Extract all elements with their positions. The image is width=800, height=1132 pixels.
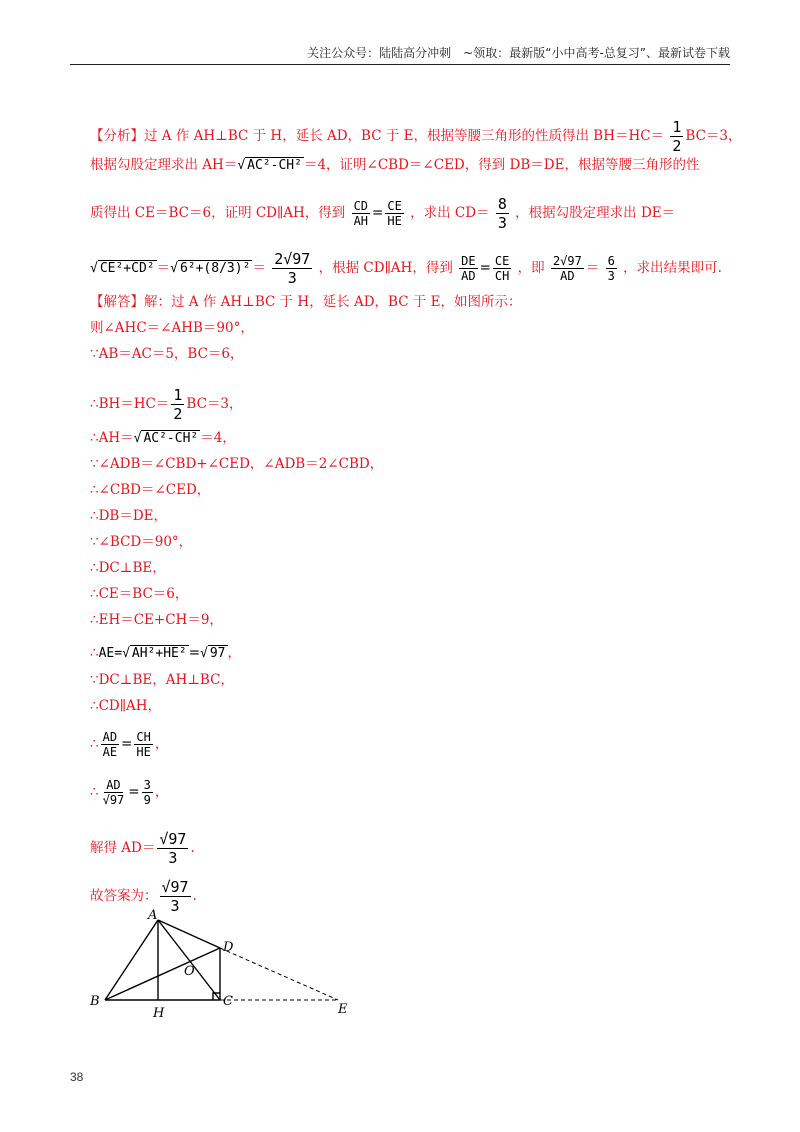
fraction-2sqrt97-3: $\frac{2√97}{3}$ — [274, 250, 311, 287]
fraction-sqrt97-3-answer: $\frac{√97}{3}$ — [161, 878, 189, 915]
fraction-6-3: $\frac{6}{3}$ — [607, 254, 615, 283]
solution-line-9: ∴DC⊥BE， — [90, 560, 166, 576]
segment-de-dashed — [220, 948, 338, 1000]
solution-line-0: 【解答】解：过 A 作 AH⊥BC 于 H，延长 AD，BC 于 E，如图所示： — [90, 294, 522, 310]
fraction-ce-he: $\frac{CE}{HE}$ — [387, 199, 402, 228]
solution-line-2: ∵AB＝AC＝5，BC＝6， — [90, 346, 244, 362]
header-rule — [70, 64, 730, 65]
segment-ad — [158, 920, 220, 948]
solution-line-15: ∴ $\frac{AD}{AE}$ = $\frac{CH}{HE}$ ， — [90, 730, 169, 759]
solution-line-13: ∵DC⊥BE，AH⊥BC， — [90, 672, 234, 688]
page-number: 38 — [70, 1070, 84, 1084]
solution-line-18: 故答案为： $\frac{√97}{3}$ . — [90, 878, 197, 915]
solution-line-10: ∴CE＝BC＝6， — [90, 586, 189, 602]
label-o: O — [184, 964, 195, 979]
solution-line-8: ∵∠BCD＝90°， — [90, 534, 193, 550]
solution-line-3: ∴BH＝HC＝ $\frac{1}{2}$ BC＝3， — [90, 386, 243, 423]
sqrt-6-8-3: √ 6²+(8/3)² — [170, 261, 251, 276]
label-b: B — [90, 994, 100, 1009]
solution-line-4: ∴AH＝√ AC²-CH² ＝4， — [90, 430, 236, 446]
page-header: 关注公众号：陆陆高分冲刺 ~领取：最新版“小中高考-总复习”、最新试卷下载 — [307, 46, 730, 60]
solution-line-14: ∴CD∥AH， — [90, 698, 162, 714]
analysis-line-4: √ CE²+CD² ＝√ 6²+(8/3)² ＝ $\frac{2√97}{3}$ ，根据 CD∥AH，得到 $\frac{DE}{AD}$ = $\frac{CE}{CH}$ ，即 $\frac{2√97}{AD}$ ＝ $\frac{6}{3}$ ，求出结果即可. — [90, 250, 722, 287]
solution-line-1: 则∠AHC＝∠AHB＝90°， — [90, 320, 254, 336]
fraction-ch-he: $\frac{CH}{HE}$ — [136, 730, 151, 759]
analysis-line-1: 【分析】过 A 作 AH⊥BC 于 H，延长 AD，BC 于 E，根据等腰三角形的性质得出 BH＝HC＝ $\frac{1}{2}$ BC＝3， — [90, 118, 742, 155]
analysis-label: 【分析】 — [90, 128, 144, 144]
fraction-compound: $\frac{2√97}{AD}$ — [552, 254, 582, 283]
sqrt-97: √ 97 — [200, 646, 226, 661]
label-e: E — [338, 1002, 348, 1017]
fraction-de-ad: $\frac{DE}{AD}$ — [461, 254, 476, 283]
analysis-line-2: 根据勾股定理求出 AH＝√ AC²-CH² ＝4，证明∠CBD＝∠CED，得到 DB＝DE，根据等腰三角形的性 — [90, 157, 700, 173]
solution-line-7: ∴DB＝DE， — [90, 508, 168, 524]
fraction-ce-ch: $\frac{CE}{CH}$ — [494, 254, 510, 283]
solution-line-16: ∴ $\frac{AD}{√97}$ = $\frac{3}{9}$ ， — [90, 778, 169, 807]
solution-line-6: ∴∠CBD＝∠CED， — [90, 482, 211, 498]
fraction-ad-ae: $\frac{AD}{AE}$ — [102, 730, 118, 759]
solution-line-17: 解得 AD＝ $\frac{√97}{3}$ . — [90, 830, 195, 867]
sqrt-ac-ch: √ AC²-CH² — [237, 158, 302, 173]
solution-line-11: ∴EH＝CE+CH＝9， — [90, 612, 223, 628]
sqrt-ah-he: √ AH²+HE² — [122, 646, 187, 661]
solution-label: 【解答】 — [90, 294, 144, 310]
analysis-line-3: 质得出 CE＝BC＝6，证明 CD∥AH，得到 $\frac{CD}{AH}$ = $\frac{CE}{HE}$ ，求出 CD＝ $\frac{8}{3}$ ，根据勾股定理求出 DE＝ — [90, 195, 676, 232]
solution-line-12: ∴AE=√ AH²+HE² =√ 97 ， — [90, 645, 241, 661]
fraction-8-3: $\frac{8}{3}$ — [497, 195, 507, 232]
label-a: A — [148, 908, 158, 923]
fraction-3-9: $\frac{3}{9}$ — [143, 778, 151, 807]
solution-line-5: ∵∠ADB＝∠CBD+∠CED，∠ADB＝2∠CBD， — [90, 456, 384, 472]
sqrt-ac-ch-2: √ AC²-CH² — [133, 431, 199, 446]
fraction-half-2: $\frac{1}{2}$ — [173, 386, 183, 423]
label-h: H — [153, 1006, 165, 1020]
sqrt-ce-cd: √ CE²+CD² — [90, 261, 155, 276]
fraction-sqrt97-3: $\frac{√97}{3}$ — [159, 830, 187, 867]
label-c: C — [223, 994, 233, 1009]
geometry-figure — [80, 905, 370, 1020]
segment-ac — [158, 920, 220, 1000]
fraction-cd-ah: $\frac{CD}{AH}$ — [353, 199, 369, 228]
fraction-ad-sqrt97: $\frac{AD}{√97}$ — [102, 778, 125, 807]
label-d: D — [223, 940, 234, 955]
fraction-half: $\frac{1}{2}$ — [672, 118, 682, 155]
